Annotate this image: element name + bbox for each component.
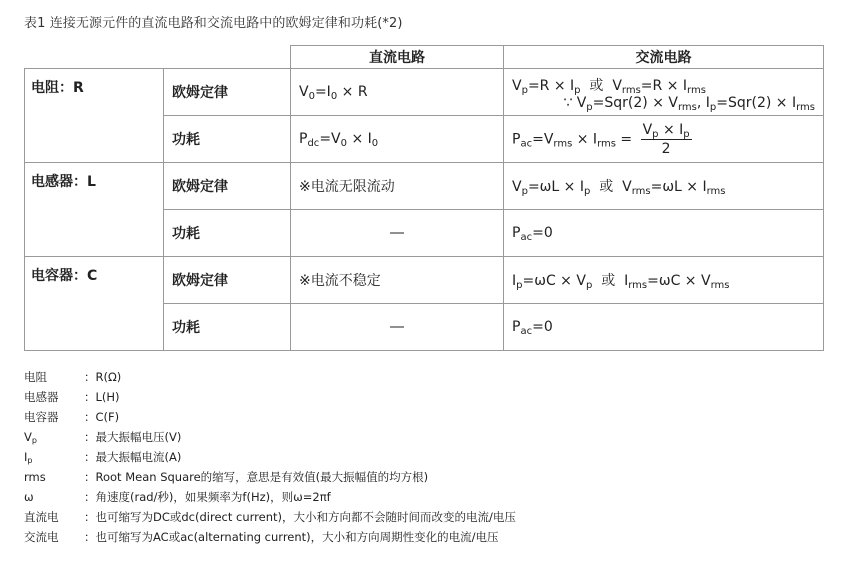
legend-row: $V_p$ ：最大振幅电压(V)	[24, 427, 516, 447]
resistor-power-ac: $P_{ac}=V_{rms} \times I_{rms}$ = $\frac{V_p \times I_p}{2}$	[504, 116, 824, 163]
capacitor-ohm-ac: $I_p=\omega C \times V_p$ 或 $I_{rms}=\omega C \times V_{rms}$	[504, 257, 824, 304]
inductor-power-ac: $P_{ac}=0$	[504, 210, 824, 257]
resistor-ohm-dc: $V_0=I_0 \times R$	[291, 69, 504, 116]
capacitor-ohm-label: 欧姆定律	[164, 257, 291, 304]
row-label-capacitor: 电容器：C	[25, 257, 164, 351]
legend-row: 电感器 ：L(H)	[24, 390, 120, 404]
legend-row: 交流电 ：也可缩写为AC或ac(alternating current)，大小和方向周期性变化的电流/电压	[24, 530, 499, 544]
row-label-resistor: 电阻：R	[25, 69, 164, 163]
legend-term-vp: $V_p$	[24, 430, 37, 445]
legend-row: ω ：角速度(rad/秒)，如果频率为f(Hz)，则ω=2πf	[24, 490, 331, 504]
resistor-power-label: 功耗	[164, 116, 291, 163]
header-dc: 直流电路	[291, 46, 504, 69]
capacitor-ohm-dc: ※电流不稳定	[291, 257, 504, 304]
resistor-power-dc: $P_{dc}=V_0 \times I_0$	[291, 116, 504, 163]
capacitor-power-ac: $P_{ac}=0$	[504, 304, 824, 351]
inductor-ohm-ac: $V_p=\omega L \times I_p$ 或 $V_{rms}=\omega L \times I_{rms}$	[504, 163, 824, 210]
resistor-ohm-ac: $V_p=R \times I_p$ 或 $V_{rms}=R \times I_{rms}$ ∵ $V_p=Sqr(2) \times V_{rms}$, $I_p=Sqr(2) \times I_{rms}$	[504, 69, 824, 116]
legend-row: 电容器 ：C(F)	[24, 410, 120, 424]
inductor-ohm-label: 欧姆定律	[164, 163, 291, 210]
table-corner	[25, 46, 291, 69]
legend	[24, 367, 516, 547]
capacitor-power-label: 功耗	[164, 304, 291, 351]
legend-term-ip: $I_p$	[24, 450, 33, 465]
legend-row: 直流电 ：也可缩写为DC或dc(direct current)，大小和方向都不会随时间而改变的电流/电压	[24, 510, 516, 524]
legend-row: 电阻 ：R(Ω)	[24, 370, 122, 384]
row-label-inductor: 电感器：L	[25, 163, 164, 257]
header-ac: 交流电路	[504, 46, 824, 69]
inductor-power-dc: ―	[291, 210, 504, 257]
inductor-ohm-dc: ※电流无限流动	[291, 163, 504, 210]
legend-row: rms ：Root Mean Square的缩写，意思是有效值(最大振幅值的均方根)	[24, 470, 429, 484]
table-caption: 表1 连接无源元件的直流电路和交流电路中的欧姆定律和功耗(*2)	[24, 16, 403, 31]
ohms-law-table	[24, 45, 824, 351]
legend-row: $I_p$ ：最大振幅电流(A)	[24, 447, 516, 467]
capacitor-power-dc: ―	[291, 304, 504, 351]
inductor-power-label: 功耗	[164, 210, 291, 257]
resistor-ohm-label: 欧姆定律	[164, 69, 291, 116]
power-fraction: $\frac{V_p \times I_p}{2}$	[642, 121, 690, 157]
